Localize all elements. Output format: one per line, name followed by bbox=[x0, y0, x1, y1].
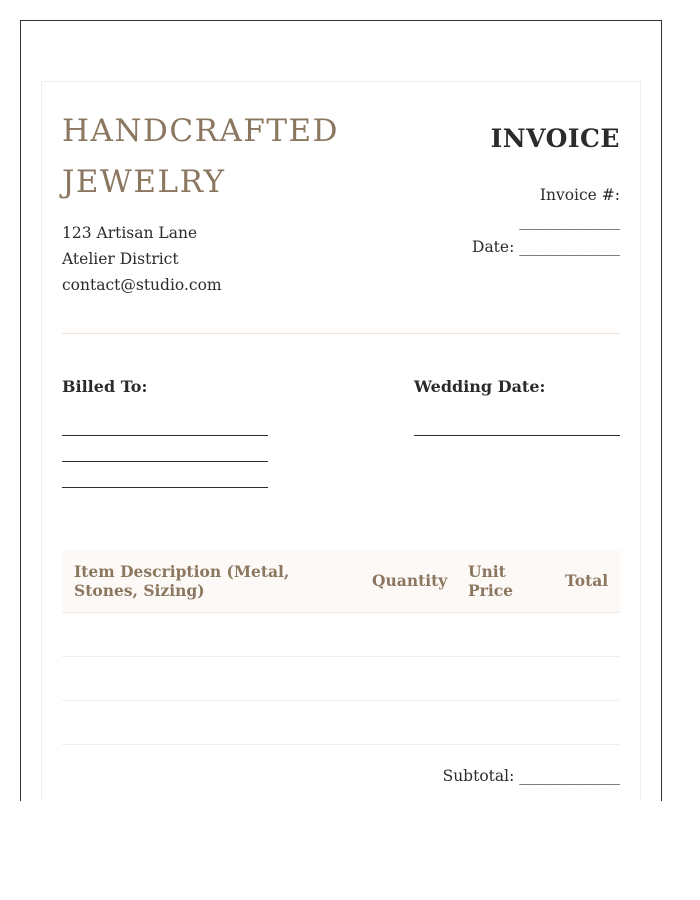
header-divider bbox=[62, 333, 620, 334]
billed-to-line-3[interactable] bbox=[62, 487, 268, 488]
invoice-title: INVOICE bbox=[490, 124, 620, 153]
invoice-number-label: Invoice #: bbox=[539, 186, 620, 204]
invoice-number-field[interactable]: _____________ bbox=[519, 212, 620, 230]
billed-to-line-2[interactable] bbox=[62, 461, 268, 462]
column-header-description: Item Description (Metal, Stones, Sizing) bbox=[74, 562, 290, 600]
column-header-total: Total bbox=[565, 571, 609, 590]
table-row bbox=[62, 656, 620, 657]
table-row bbox=[62, 744, 620, 745]
table-row bbox=[62, 700, 620, 701]
items-table-header bbox=[62, 550, 620, 613]
address-district: Atelier District bbox=[62, 250, 179, 268]
studio-address bbox=[62, 220, 222, 298]
invoice-sheet bbox=[41, 81, 641, 801]
page-frame bbox=[20, 20, 662, 801]
billed-to-line-1[interactable] bbox=[62, 435, 268, 436]
address-street: 123 Artisan Lane bbox=[62, 224, 198, 242]
column-header-unit-price: Unit Price bbox=[468, 562, 514, 600]
brand-line-1: HANDCRAFTED bbox=[62, 113, 340, 149]
invoice-date-row bbox=[420, 234, 620, 260]
subtotal-label: Subtotal: bbox=[442, 767, 515, 785]
invoice-meta bbox=[420, 182, 620, 260]
billed-to-label: Billed To: bbox=[62, 377, 148, 396]
brand-line-2: JEWELRY bbox=[62, 164, 226, 200]
brand-name bbox=[62, 106, 362, 208]
subtotal-field[interactable]: _____________ bbox=[519, 767, 620, 785]
invoice-date-field[interactable]: _____________ bbox=[519, 238, 620, 256]
wedding-date-label: Wedding Date: bbox=[414, 377, 546, 396]
invoice-date-label: Date: bbox=[472, 238, 515, 256]
subtotal-row bbox=[443, 767, 620, 785]
wedding-date-line[interactable] bbox=[414, 435, 620, 436]
column-header-quantity: Quantity bbox=[372, 571, 448, 590]
address-email: contact@studio.com bbox=[62, 276, 222, 294]
